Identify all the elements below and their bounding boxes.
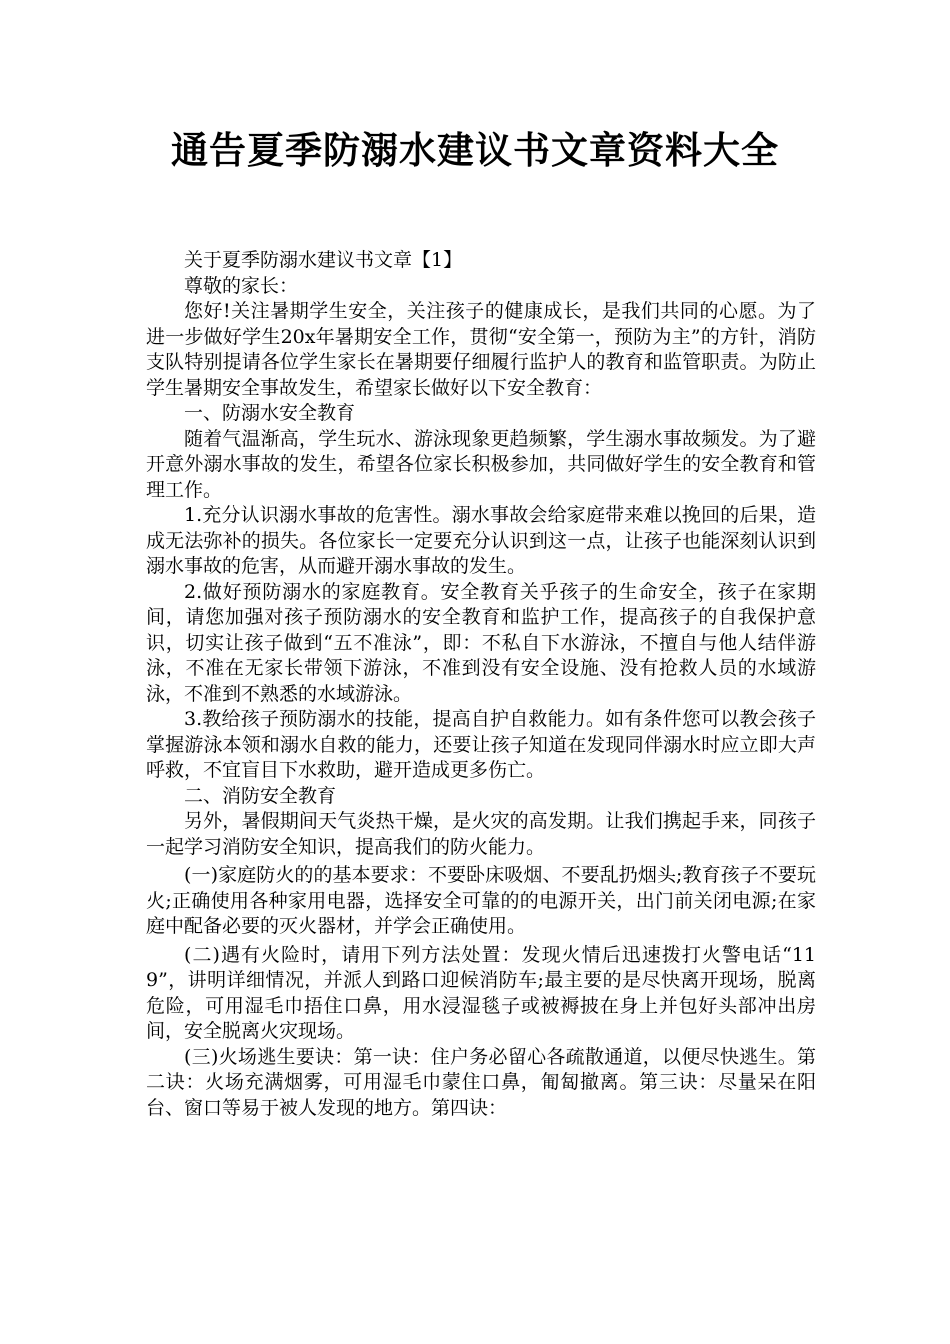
paragraph: (一)家庭防火的的基本要求：不要卧床吸烟、不要乱扔烟头;教育孩子不要玩火;正确使用各种家用电器，选择安全可靠的的电源开关，出门前关闭电源;在家庭中配备必要的灭火器材，并学会正确使用。 xyxy=(146,864,816,937)
salutation: 尊敬的家长： xyxy=(184,274,299,297)
paragraph: 另外，暑假期间天气炎热干燥，是火灾的高发期。让我们携起手来，同孩子一起学习消防安全知识，提高我们的防火能力。 xyxy=(146,810,816,858)
paragraph: 3.教给孩子预防溺水的技能，提高自护自救能力。如有条件您可以教会孩子掌握游泳本领和溺水自救的能力，还要让孩子知道在发现同伴溺水时应立即大声呼救，不宜盲目下水救助，避开造成更多伤亡。 xyxy=(146,708,816,781)
paragraph: 1.充分认识溺水事故的危害性。溺水事故会给家庭带来难以挽回的后果，造成无法弥补的损失。各位家长一定要充分认识到这一点，让孩子也能深刻认识到溺水事故的危害，从而避开溺水事故的发生。 xyxy=(146,504,816,577)
section-heading: 二、消防安全教育 xyxy=(184,784,337,807)
paragraph: 随着气温渐高，学生玩水、游泳现象更趋频繁，学生溺水事故频发。为了避开意外溺水事故的发生，希望各位家长积极参加，共同做好学生的安全教育和管理工作。 xyxy=(146,427,816,501)
paragraph: (三)火场逃生要诀：第一诀：住户务必留心各疏散通道，以便尽快逃生。第二诀：火场充满烟雾，可用湿毛巾蒙住口鼻，匍匐撤离。第三诀：尽量呆在阳台、窗口等易于被人发现的地方。第四诀： xyxy=(146,1045,816,1119)
paragraph: 您好!关注暑期学生安全，关注孩子的健康成长，是我们共同的心愿。为了进一步做好学生20x年暑期安全工作，贯彻“安全第一，预防为主”的方针，消防支队特别提请各位学生家长在暑期要仔细履行监护人的教育和监管职责。为防止学生暑期安全事故发生，希望家长做好以下安全教育： xyxy=(146,300,816,399)
section-heading: 关于夏季防溺水建议书文章【1】 xyxy=(184,249,463,271)
section-heading: 一、防溺水安全教育 xyxy=(184,402,356,424)
document-body xyxy=(146,248,816,1121)
paragraph: 2.做好预防溺水的家庭教育。安全教育关乎孩子的生命安全，孩子在家期间，请您加强对孩子预防溺水的安全教育和监护工作，提高孩子的自我保护意识，切实让孩子做到“五不准泳”，即：不私自下水游泳，不擅自与他人结伴游泳，不准在无家长带领下游泳，不准到没有安全设施、没有抢救人员的水域游泳，不准到不熟悉的水域游泳。 xyxy=(146,580,816,705)
paragraph: (二)遇有火险时，请用下列方法处置：发现火情后迅速拨打火警电话“119”，讲明详细情况，并派人到路口迎候消防车;最主要的是尽快离开现场，脱离危险，可用湿毛巾捂住口鼻，用水浸湿毯子或被褥披在身上并包好头部冲出房间，安全脱离火灾现场。 xyxy=(146,943,816,1042)
document-title: 通告夏季防溺水建议书文章资料大全 xyxy=(171,129,779,172)
